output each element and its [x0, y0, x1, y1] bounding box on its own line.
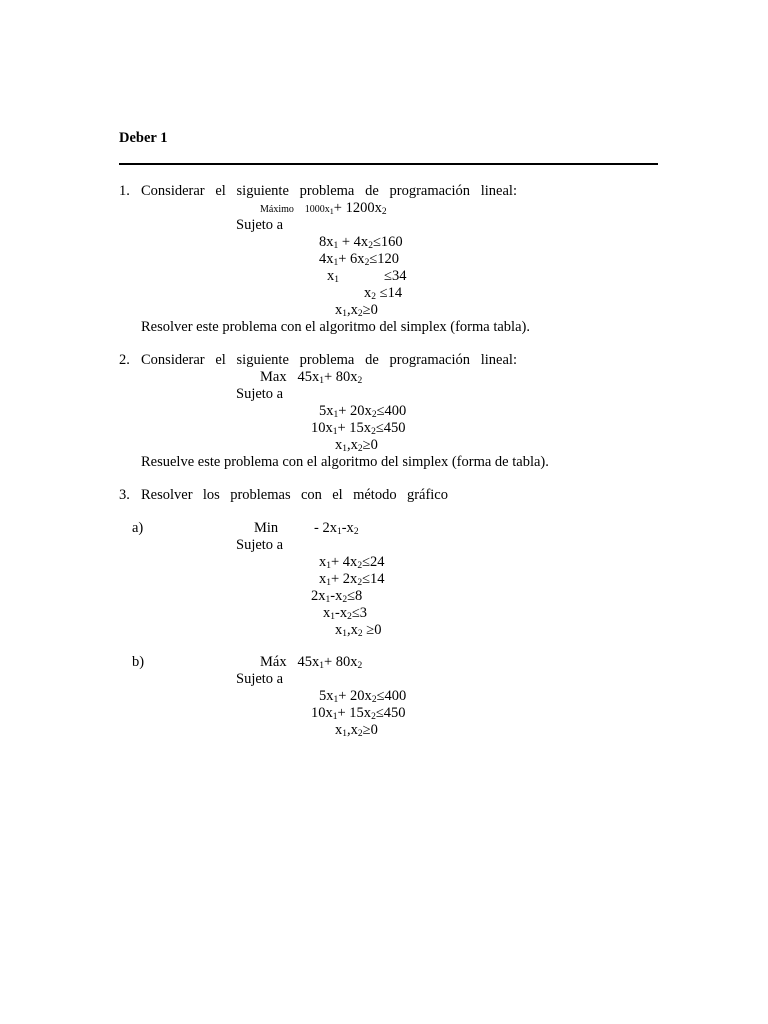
problem-1-nonnegativity: $x_1,x_2\ge 0$	[335, 302, 378, 319]
word: programación	[389, 183, 471, 199]
problem-1-closing: Resolver este problema con el algoritmo del simplex (forma tabla).	[141, 319, 530, 335]
word: siguiente	[236, 183, 289, 199]
problem-3a-constraint: $x_1+ 4x_2\le 24$	[319, 554, 385, 571]
word: Considerar	[141, 352, 205, 368]
problem-2-statement	[141, 352, 517, 369]
word: lineal:	[480, 352, 517, 368]
problem-3a-nonnegativity: $x_1,x_2 \ge 0$	[335, 622, 382, 639]
word: Resolver	[141, 487, 193, 503]
problem-3-statement	[141, 487, 448, 504]
problem-3b-nonnegativity: $x_1,x_2\ge 0$	[335, 722, 378, 739]
problem-2-constraint: $5x_1+ 20x_2\le 400$	[319, 403, 407, 420]
word: programación	[389, 352, 471, 368]
objective-label: Máximo	[260, 204, 294, 215]
problem-3a-label: a)	[132, 520, 144, 536]
word: el	[215, 352, 226, 368]
word: lineal:	[480, 183, 517, 199]
word: problemas	[230, 487, 291, 503]
word: método	[353, 487, 397, 503]
problem-1-constraint-bound: ≤34	[384, 268, 407, 284]
problem-3a-objective-label: Min	[254, 520, 279, 536]
problem-2-number: 2.	[119, 352, 130, 368]
problem-3a-constraint: $x_1-x_2\le 3$	[323, 605, 368, 622]
word: siguiente	[236, 352, 289, 368]
word: problema	[299, 352, 355, 368]
problem-3b-objective: Máx $45x_1+ 80x_2$	[260, 654, 363, 671]
problem-3b-subject-to: Sujeto a	[236, 671, 284, 687]
problem-1-subject-to: Sujeto a	[236, 217, 284, 233]
word: Considerar	[141, 183, 205, 199]
objective-term: + 1200x	[333, 200, 382, 216]
problem-1-constraint: $4x_1+ 6x_2\le 120$	[319, 251, 400, 268]
document-title: Deber 1	[119, 130, 168, 146]
word: los	[202, 487, 220, 503]
objective-label: Máx	[260, 654, 287, 670]
problem-3b-constraint: $5x_1+ 20x_2\le 400$	[319, 688, 407, 705]
problem-2-constraint: $10x_1+ 15x_2\le 450$	[311, 420, 406, 437]
problem-1-statement	[141, 183, 517, 200]
problem-3a-subject-to: Sujeto a	[236, 537, 284, 553]
objective-term: 1000x	[304, 204, 330, 215]
problem-1-constraint: $x_1$	[327, 268, 339, 285]
problem-1-constraint: $8x_1 + 4x_2\le 160$	[319, 234, 403, 251]
word: de	[365, 352, 379, 368]
word: gráfico	[406, 487, 448, 503]
objective-label: Max	[260, 369, 287, 385]
problem-3b-label: b)	[132, 654, 145, 670]
problem-1-number: 1.	[119, 183, 130, 199]
problem-2-subject-to: Sujeto a	[236, 386, 284, 402]
problem-3a-objective: - $2x_1-x_2$	[314, 520, 359, 537]
problem-2-nonnegativity: $x_1,x_2\ge 0$	[335, 437, 378, 454]
problem-1-constraint: $x_2 \le 14$	[364, 285, 403, 302]
word: el	[215, 183, 226, 199]
problem-2-closing: Resuelve este problema con el algoritmo del simplex (forma de tabla).	[141, 454, 549, 470]
word: de	[365, 183, 379, 199]
problem-3a-constraint: $x_1+ 2x_2\le 14$	[319, 571, 385, 588]
word: con	[300, 487, 322, 503]
problem-2-objective: Max $45x_1+ 80x_2$	[260, 369, 363, 386]
word: el	[332, 487, 343, 503]
problem-1-objective: Máximo $1000x_1+ 1200x_2$	[260, 200, 387, 217]
word: problema	[299, 183, 355, 199]
problem-3b-constraint: $10x_1+ 15x_2\le 450$	[311, 705, 406, 722]
problem-3a-constraint: $2x_1-x_2\le 8$	[311, 588, 363, 605]
title-divider	[119, 163, 658, 165]
problem-3-number: 3.	[119, 487, 130, 503]
